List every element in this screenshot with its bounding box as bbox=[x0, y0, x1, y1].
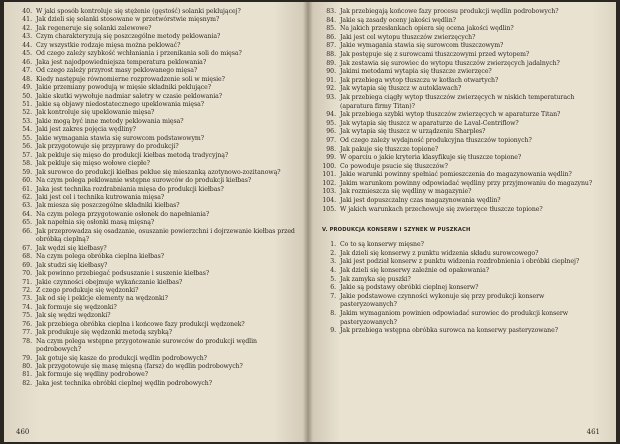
question-item bbox=[16, 329, 302, 337]
question-number: 42. bbox=[22, 24, 32, 32]
question-item bbox=[16, 262, 302, 270]
question-text: Jakie przemiany powodują w mięsie składniki peklujące? bbox=[36, 84, 212, 92]
question-number: 93. bbox=[326, 93, 336, 101]
question-text: Jak surowce do produkcji kiełbas peklue się mieszanką azotynowo-zozitanową? bbox=[36, 168, 281, 176]
question-number: 90. bbox=[326, 68, 336, 76]
question-number: 68. bbox=[22, 253, 32, 261]
question-number: 91. bbox=[326, 76, 336, 84]
question-text: Jaka jest technika obróbki cieplnej wędlin podrobowych? bbox=[36, 379, 213, 387]
question-number: 103. bbox=[322, 188, 336, 196]
question-number: 101. bbox=[322, 171, 336, 179]
question-text: Jak przebiega wytop tłuszczu w kotłach otwartych? bbox=[340, 76, 499, 84]
question-number: 94. bbox=[326, 111, 336, 119]
question-text: Jaki jest dopuszczalny czas magazynowania wędlin? bbox=[340, 197, 501, 205]
question-text: Na czym polega peklowanie wstępne surowców do produkcji kiełbas? bbox=[36, 177, 252, 185]
question-text: Jak gotuje się kasze do produkcji wędlin podrobowych? bbox=[36, 354, 207, 362]
question-text: Jak dzieli się konserwy zależnie od opakowania? bbox=[340, 267, 490, 275]
question-text: Jaki jest podział konserw z punktu widzenia rozdrobnienia i obróbki cieplnej? bbox=[340, 258, 580, 266]
question-number: 99. bbox=[326, 154, 336, 162]
question-number: 43. bbox=[22, 33, 32, 41]
question-text: Jak zestawia się surowiec do wytopu tłuszczów zwierzęcych jadalnych? bbox=[340, 59, 560, 67]
question-item bbox=[16, 194, 302, 202]
question-item bbox=[320, 241, 602, 250]
question-text: Od czego zależy wydajność produkcyjna tłuszczów topionych? bbox=[340, 136, 532, 144]
question-item bbox=[16, 169, 302, 177]
question-text: Jak przebiega ciągły wytop tłuszczów zwierzęcych w niskich temperaturach (aparatura firmy Titan)? bbox=[340, 93, 575, 110]
question-number: 75. bbox=[22, 312, 32, 320]
question-item bbox=[320, 137, 602, 146]
question-number: 56. bbox=[22, 143, 32, 151]
question-number: 65. bbox=[22, 219, 32, 227]
question-number: 73. bbox=[22, 295, 32, 303]
question-text: Jak kontroluje się upeklowanie mięsa? bbox=[36, 109, 155, 117]
question-text: Jak wytapia się tłuszcz w urządzeniu Sharples? bbox=[340, 128, 486, 136]
question-number: 89. bbox=[326, 59, 336, 67]
question-text: Jak formuje się wędzonki? bbox=[36, 303, 117, 311]
question-number: 81. bbox=[22, 371, 32, 379]
question-number: 1. bbox=[330, 241, 336, 249]
question-text: Jakie wymagania stawia się surowcom tłuszczowym? bbox=[340, 42, 504, 50]
question-item bbox=[320, 284, 602, 293]
question-text: Jak przygotowuje się masę mięsną (farsz) do wędlin podrobowych? bbox=[36, 363, 243, 371]
question-text: Jak pekluje się mięso do produkcji kiełbas metodą tradycyjną? bbox=[36, 151, 229, 159]
question-number: 74. bbox=[22, 303, 32, 311]
question-text: Jakie są objawy niedostatecznego upeklowania mięsa? bbox=[36, 100, 205, 108]
question-number: 55. bbox=[22, 134, 32, 142]
question-item bbox=[320, 327, 602, 336]
question-number: 102. bbox=[322, 179, 336, 187]
question-text: W jaki sposób kontroluje się stężenie (gęstość) solanki peklującej? bbox=[36, 8, 241, 15]
question-text: Jakie skutki wywołuje nadmiar saletry w czasie peklowania? bbox=[36, 92, 223, 100]
question-text: Jakim wymaganiom powinien odpowiadać surowiec do produkcji konserw pasteryzowanych? bbox=[340, 310, 568, 326]
question-item bbox=[320, 120, 602, 129]
question-text: Na czym polega wstępne przygotowanie surowców do produkcji wędlin podrobowych? bbox=[36, 337, 257, 354]
question-number: 64. bbox=[22, 210, 32, 218]
question-text: Od czego zależy szybkość wchłaniania i przenikania soli do mięsa? bbox=[36, 50, 242, 58]
question-number: 41. bbox=[22, 16, 32, 24]
question-item bbox=[320, 42, 602, 51]
book-gutter-shadow bbox=[303, 2, 313, 442]
question-item bbox=[320, 68, 602, 77]
question-number: 5. bbox=[330, 275, 336, 283]
question-text: Kiedy następuje równomierne rozprowadzenie soli w mięsie? bbox=[36, 75, 225, 83]
question-item bbox=[16, 50, 302, 58]
question-item bbox=[320, 293, 602, 310]
question-item bbox=[16, 304, 302, 312]
question-number: 100. bbox=[322, 162, 336, 170]
question-item bbox=[16, 33, 302, 41]
question-text: Czym charakteryzują się poszczególne metody peklowania? bbox=[36, 33, 221, 41]
question-item bbox=[320, 94, 602, 111]
left-page bbox=[4, 2, 310, 442]
question-list-left bbox=[16, 8, 302, 388]
right-page bbox=[310, 2, 616, 442]
question-number: 57. bbox=[22, 151, 32, 159]
question-number: 88. bbox=[326, 50, 336, 58]
question-number: 6. bbox=[330, 284, 336, 292]
question-item bbox=[16, 270, 302, 278]
question-number: 71. bbox=[22, 278, 32, 286]
question-number: 63. bbox=[22, 202, 32, 210]
question-text: Jak przebiega wstępna obróbka surowca na konserwy pasteryzowane? bbox=[340, 327, 558, 335]
question-number: 9. bbox=[330, 327, 336, 335]
question-item bbox=[16, 126, 302, 134]
question-number: 84. bbox=[326, 16, 336, 24]
question-item bbox=[16, 363, 302, 371]
question-text: W oparciu o jakie kryteria klasyfikuje się tłuszcze topione? bbox=[340, 154, 522, 162]
question-text: Jak miesza się poszczególne składniki kiełbas? bbox=[36, 202, 180, 210]
question-number: 96. bbox=[326, 128, 336, 136]
question-item bbox=[320, 206, 602, 215]
section-question-list bbox=[320, 241, 602, 336]
question-number: 95. bbox=[326, 119, 336, 127]
question-number: 40. bbox=[22, 8, 32, 15]
question-item bbox=[16, 160, 302, 168]
question-item bbox=[320, 310, 602, 327]
question-item bbox=[320, 17, 602, 26]
question-text: Jak powinno przebiegać podsuszanie i suszenie kiełbas? bbox=[36, 270, 210, 278]
question-item bbox=[16, 279, 302, 287]
question-item bbox=[16, 152, 302, 160]
question-number: 72. bbox=[22, 286, 32, 294]
question-text: Jak rozmieszcza się wędliny w magazynie? bbox=[340, 188, 472, 196]
question-text: Jak się wędzi wędzonki? bbox=[36, 312, 111, 320]
question-item bbox=[320, 154, 602, 163]
question-text: Jak studzi się kiełbasy? bbox=[36, 261, 108, 269]
question-text: Jak wytapia się tłuszcz w aparaturze de Laval-Centriflow? bbox=[340, 119, 519, 127]
question-item bbox=[16, 76, 302, 84]
question-text: Jak wytapia się tłuszcz w autoklawach? bbox=[340, 85, 462, 93]
question-item bbox=[16, 186, 302, 194]
question-number: 7. bbox=[330, 292, 336, 300]
question-text: Jakie podstawowe czynności wykonuje się przy produkcji konserw pasteryzowanych? bbox=[340, 292, 545, 309]
question-text: Jakie wymagania stawia się surowcom podstawowym? bbox=[36, 134, 204, 142]
question-text: Jak dzieli się solanki stosowane w przetwórstwie mięsnym? bbox=[36, 16, 220, 24]
question-text: Jaki jest zakres pojęcia wędliny? bbox=[36, 126, 136, 134]
question-text: Jak przygotowuje się przyprawy do produkcji? bbox=[36, 143, 179, 151]
question-number: 50. bbox=[22, 92, 32, 100]
question-item bbox=[320, 171, 602, 180]
question-text: Jak przebiegają końcowe fazy procesu produkcji wędlin podrobowych? bbox=[340, 8, 559, 15]
question-item bbox=[16, 8, 302, 16]
question-text: Jak przebiega obróbka cieplna i końcowe fazy produkcji wędzonek? bbox=[36, 320, 245, 328]
question-number: 85. bbox=[326, 25, 336, 33]
question-item bbox=[320, 77, 602, 86]
question-text: W jakich warunkach przechowuje się zwierzęce tłuszcze topione? bbox=[340, 205, 543, 213]
question-number: 83. bbox=[326, 8, 336, 15]
question-text: Jakim warunkom powinny odpowiadać wędliny przy przyjmowaniu do magazynu? bbox=[340, 179, 593, 187]
question-text: Na czym polega obróbka cieplna kiełbas? bbox=[36, 253, 165, 261]
question-text: Co powoduje psucie się tłuszczów? bbox=[340, 162, 448, 170]
question-item bbox=[16, 287, 302, 295]
question-item bbox=[320, 128, 602, 137]
question-number: 46. bbox=[22, 58, 32, 66]
question-text: Na jakich przesłankach opiera się ocena jakości wędlin? bbox=[340, 25, 514, 33]
question-text: Jakie warunki powinny spełniać pomieszczenia do magazynowania wędlin? bbox=[340, 171, 572, 179]
question-item bbox=[320, 188, 602, 197]
question-text: Jakie mogą być inne metody peklowania mięsa? bbox=[36, 117, 184, 125]
question-number: 98. bbox=[326, 145, 336, 153]
question-item bbox=[16, 59, 302, 67]
question-number: 86. bbox=[326, 33, 336, 41]
question-item bbox=[16, 42, 302, 50]
question-item bbox=[16, 118, 302, 126]
question-item bbox=[16, 84, 302, 92]
question-number: 97. bbox=[326, 136, 336, 144]
page-number-left: 460 bbox=[16, 428, 30, 436]
question-item bbox=[16, 253, 302, 261]
question-item bbox=[320, 267, 602, 276]
question-item bbox=[16, 135, 302, 143]
question-number: 51. bbox=[22, 100, 32, 108]
question-number: 54. bbox=[22, 126, 32, 134]
question-text: Z czego produkuje się wędzonki? bbox=[36, 286, 139, 294]
question-number: 3. bbox=[330, 258, 336, 266]
question-item bbox=[16, 371, 302, 379]
question-text: Od czego zależy przyrost masy peklowanego mięsa? bbox=[36, 67, 198, 75]
question-item bbox=[16, 355, 302, 363]
question-number: 70. bbox=[22, 270, 32, 278]
question-text: Jaka jest najodpowiedniejsza temperatura peklowania? bbox=[36, 58, 207, 66]
question-item bbox=[320, 51, 602, 60]
question-item bbox=[16, 228, 302, 245]
question-item bbox=[16, 295, 302, 303]
question-text: Jak dzieli się konserwy z punktu widzenia składu surowcowego? bbox=[340, 249, 539, 257]
question-number: 92. bbox=[326, 85, 336, 93]
question-item bbox=[16, 211, 302, 219]
question-number: 44. bbox=[22, 41, 32, 49]
question-text: Jak napełnia się osłonki masą mięsną? bbox=[36, 219, 155, 227]
question-text: Jaki jest cel wytopu tłuszczów zwierzęcych? bbox=[340, 33, 476, 41]
page-number-right: 461 bbox=[586, 428, 600, 436]
question-text: Jak zamyka się puszki? bbox=[340, 275, 411, 283]
question-number: 47. bbox=[22, 67, 32, 75]
question-number: 78. bbox=[22, 337, 32, 345]
question-list-right bbox=[320, 8, 602, 214]
question-item bbox=[320, 34, 602, 43]
question-number: 45. bbox=[22, 50, 32, 58]
question-number: 53. bbox=[22, 117, 32, 125]
question-item bbox=[16, 321, 302, 329]
question-text: Jak wędzi się kiełbasy? bbox=[36, 244, 107, 252]
question-item bbox=[320, 276, 602, 285]
question-item bbox=[320, 197, 602, 206]
question-number: 49. bbox=[22, 84, 32, 92]
question-text: Jakie są podstawy obróbki cieplnej konserw? bbox=[340, 284, 479, 292]
question-item bbox=[320, 25, 602, 34]
question-item bbox=[16, 25, 302, 33]
question-item bbox=[320, 8, 602, 17]
question-number: 59. bbox=[22, 168, 32, 176]
question-item bbox=[16, 93, 302, 101]
question-item bbox=[16, 67, 302, 75]
question-text: Jakie są zasady oceny jakości wędlin? bbox=[340, 16, 456, 24]
question-text: Jakimi metodami wytapia się tłuszcze zwierzęce? bbox=[340, 68, 492, 76]
question-number: 52. bbox=[22, 109, 32, 117]
question-item bbox=[16, 143, 302, 151]
question-text: Jak formuje się wędliny podrobowe? bbox=[36, 371, 148, 379]
question-number: 82. bbox=[22, 379, 32, 387]
question-item bbox=[16, 219, 302, 227]
question-item bbox=[320, 250, 602, 259]
question-number: 8. bbox=[330, 310, 336, 317]
question-number: 4. bbox=[330, 267, 336, 275]
question-item bbox=[320, 163, 602, 172]
question-text: Jaki jest cel i technika kutrowania mięsa? bbox=[36, 193, 165, 201]
question-text: Jak od się i peklcje elementy na wędzonki? bbox=[36, 295, 168, 303]
question-text: Jak regeneruje się solanki zalewowe? bbox=[36, 24, 152, 32]
question-text: Jak przeprowadza się osadzanie, osuszanie powierzchni i dojrzewanie kiełbas przed obróbką cieplną? bbox=[36, 227, 295, 244]
question-item bbox=[16, 245, 302, 253]
question-number: 48. bbox=[22, 75, 32, 83]
question-number: 79. bbox=[22, 354, 32, 362]
question-item bbox=[16, 101, 302, 109]
question-number: 2. bbox=[330, 249, 336, 257]
question-item bbox=[320, 85, 602, 94]
question-item bbox=[16, 312, 302, 320]
question-text: Czy wszystkie rodzaje mięsa można peklować? bbox=[36, 41, 181, 49]
question-number: 105. bbox=[322, 205, 336, 213]
question-text: Jakie czynności obejmuje wykańczanie kiełbas? bbox=[36, 278, 183, 286]
section-heading: V. PRODUKCJA KONSERW I SZYNEK W PUSZKACH bbox=[322, 227, 471, 234]
question-text: Jak postępuje się z surowcami tłuszczowymi przed wytopem? bbox=[340, 50, 530, 58]
question-text: Jak produkuje się wędzonki metodą szybką? bbox=[36, 329, 173, 337]
question-text: Jak przebiega szybki wytop tłuszczów zwierzęcych w aparaturze Titan? bbox=[340, 111, 561, 119]
question-text: Na czym polega przygotowanie osłonek do napełniania? bbox=[36, 210, 210, 218]
question-item bbox=[16, 338, 302, 355]
question-text: Jak pekluje się mięso wołowe ciepłe? bbox=[36, 160, 150, 168]
question-text: Jaka jest technika rozdrabniania mięsa do produkcji kiełbas? bbox=[36, 185, 224, 193]
question-text: Jak pakuje się tłuszcze topione? bbox=[340, 145, 439, 153]
question-item bbox=[16, 380, 302, 388]
question-item bbox=[320, 60, 602, 69]
question-item bbox=[16, 16, 302, 24]
question-number: 77. bbox=[22, 329, 32, 337]
question-number: 66. bbox=[22, 227, 32, 235]
question-number: 61. bbox=[22, 185, 32, 193]
question-number: 67. bbox=[22, 244, 32, 252]
question-text: Co to są konserwy mięsne? bbox=[340, 241, 424, 249]
question-item bbox=[320, 146, 602, 155]
question-item bbox=[16, 109, 302, 117]
question-number: 80. bbox=[22, 363, 32, 371]
question-number: 58. bbox=[22, 160, 32, 168]
question-number: 76. bbox=[22, 320, 32, 328]
question-number: 104. bbox=[322, 197, 336, 205]
question-item bbox=[320, 111, 602, 120]
question-number: 87. bbox=[326, 42, 336, 50]
question-item bbox=[16, 202, 302, 210]
question-item bbox=[320, 180, 602, 189]
question-number: 69. bbox=[22, 261, 32, 269]
question-item bbox=[320, 258, 602, 267]
question-item bbox=[16, 177, 302, 185]
question-number: 60. bbox=[22, 177, 32, 185]
question-number: 62. bbox=[22, 193, 32, 201]
